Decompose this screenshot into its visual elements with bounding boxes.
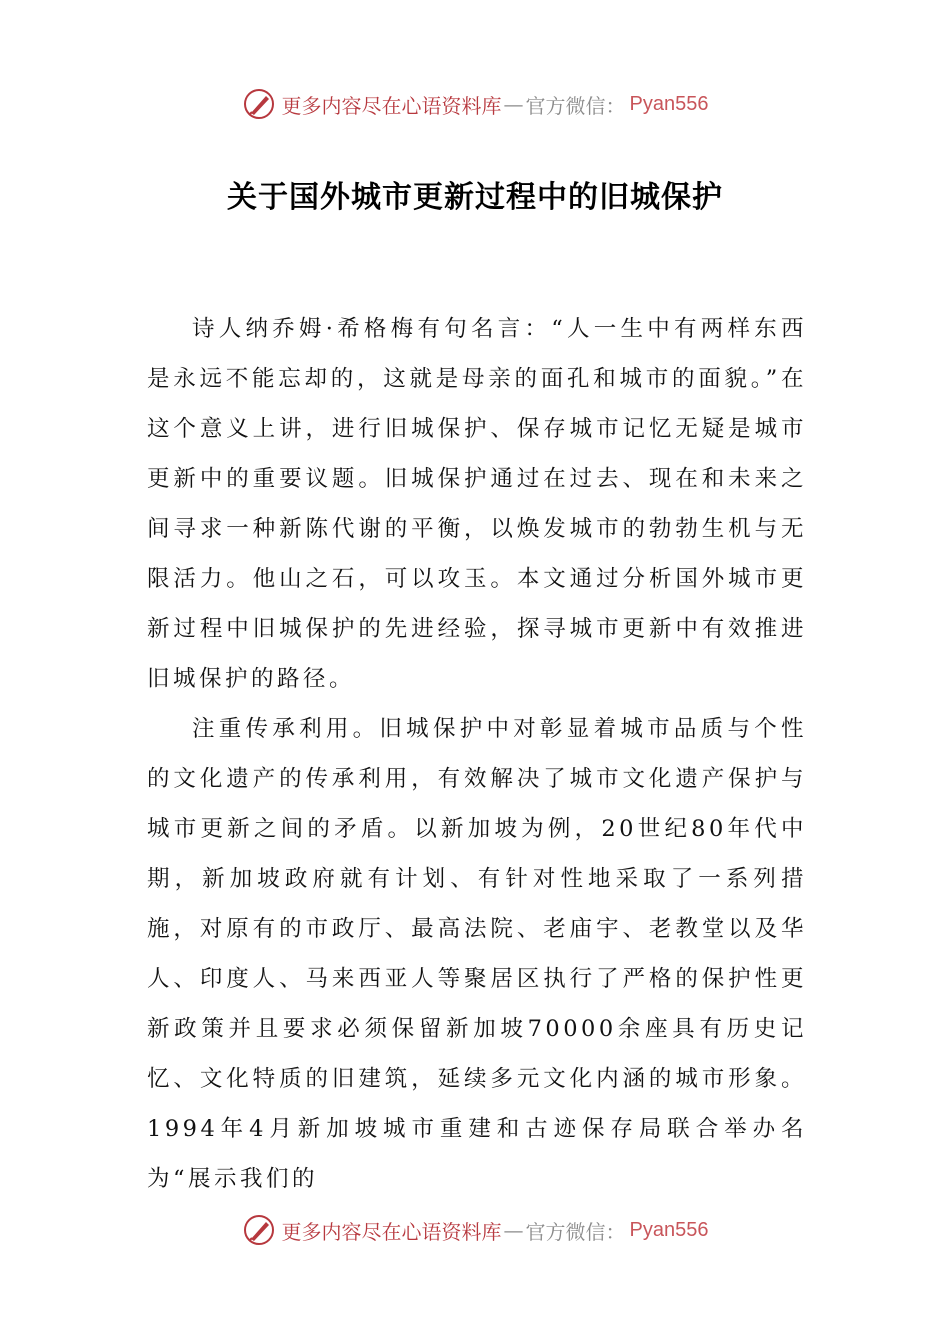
- wechat-label: 官方微信：: [525, 93, 626, 118]
- paragraph-inheritance: 注重传承利用。旧城保护中对彰显着城市品质与个性的文化遗产的传承利用，有效解决了城市文化遗产保护与城市更新之间的矛盾。以新加坡为例，20世纪80年代中期，新加坡政府就有计划、有针对性地采取了一系列措施，对原有的市政厅、最高法院、老庙宇、老教堂以及华人、印度人、马来西亚人等聚居区执行了严格的保护性更新政策并且要求必须保留新加坡70000余座具有历史记忆、文化特质的旧建筑，延续多元文化内涵的城市形象。1994年4月新加坡城市重建和古迹保存局联合举办名为“展示我们的: [147, 716, 807, 1192]
- wechat-id: Pyan556: [629, 1218, 709, 1241]
- wechat-label: 官方微信：: [525, 1219, 626, 1244]
- paragraph-intro: 诗人纳乔姆·希格梅有句名言：“人一生中有两样东西是永远不能忘却的，这就是母亲的面孔和城市的面貌。”在这个意义上讲，进行旧城保护、保存城市记忆无疑是城市更新中的重要议题。旧城保护通过在过去、现在和未来之间寻求一种新陈代谢的平衡，以焕发城市的勃勃生机与无限活力。他山之石，可以攻玉。本文通过分析国外城市更新过程中旧城保护的先进经验，探寻城市更新中有效推进旧城保护的路径。: [147, 316, 807, 692]
- quill-pen-icon: [242, 87, 276, 121]
- watermark-separator: —: [503, 1218, 524, 1242]
- document-body: [147, 304, 807, 1204]
- watermark-text: 更多内容尽在心语资料库: [281, 93, 502, 118]
- wechat-id: Pyan556: [629, 92, 709, 115]
- document-title: 关于国外城市更新过程中的旧城保护: [227, 180, 723, 215]
- watermark-separator: —: [503, 92, 524, 116]
- footer-watermark: [0, 1210, 950, 1250]
- watermark-text: 更多内容尽在心语资料库: [281, 1219, 502, 1244]
- header-watermark: [0, 84, 950, 124]
- quill-pen-icon: [242, 1213, 276, 1247]
